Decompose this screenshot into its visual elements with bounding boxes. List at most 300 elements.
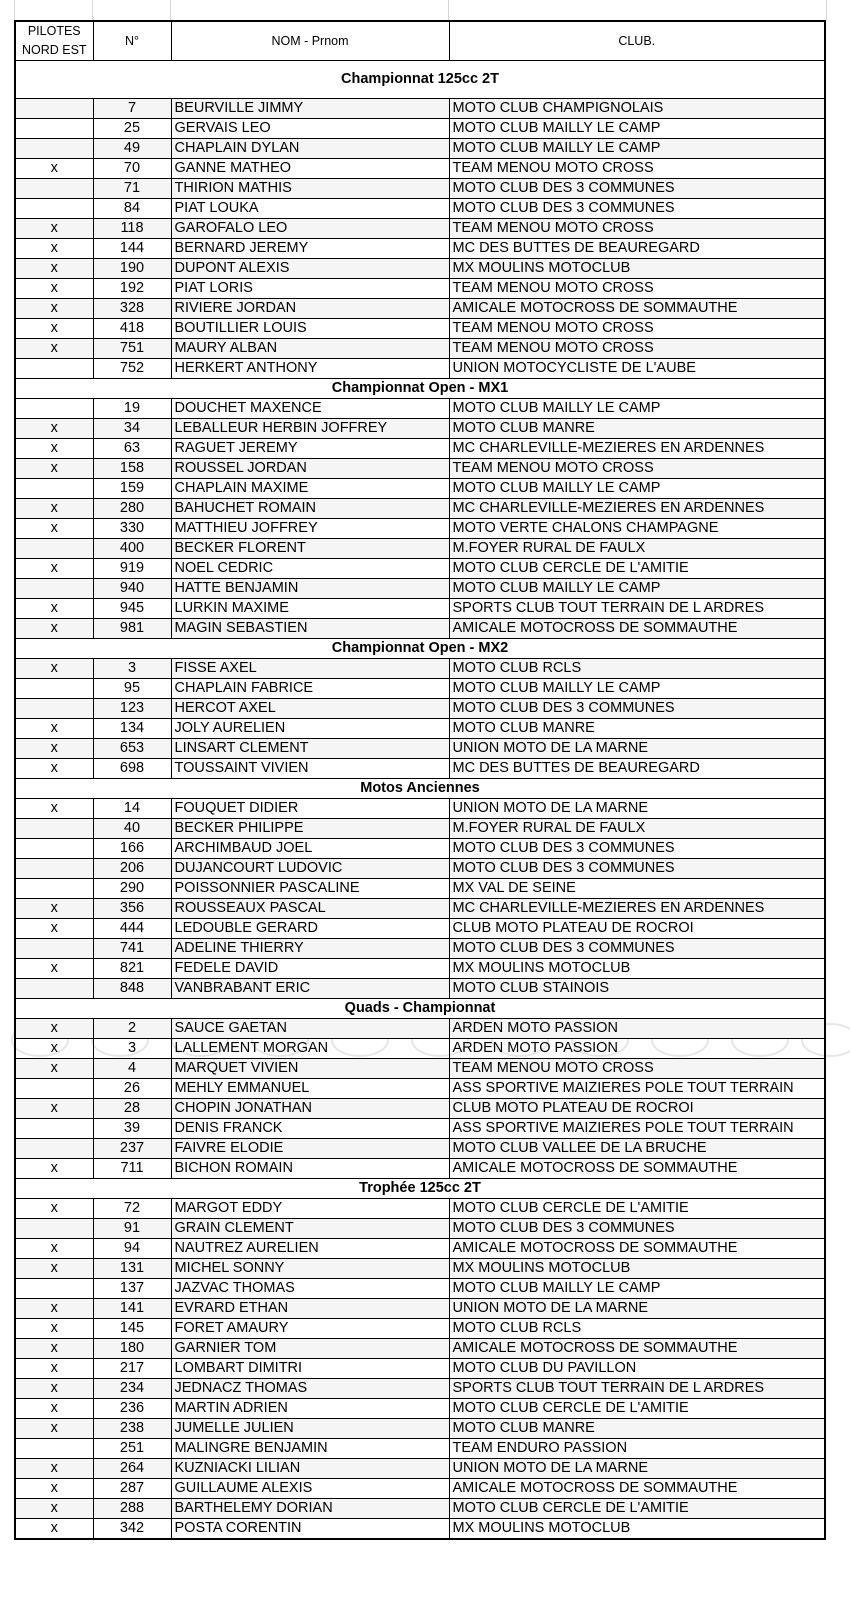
rider-number: 134 (93, 719, 171, 739)
rider-name: NAUTREZ AURELIEN (171, 1239, 449, 1259)
rider-name: BARTHELEMY DORIAN (171, 1499, 449, 1519)
rider-club: MX MOULINS MOTOCLUB (449, 259, 825, 279)
rider-number: 234 (93, 1379, 171, 1399)
table-row (15, 339, 825, 359)
nord-est-marker: x (15, 419, 93, 439)
nord-est-marker: x (15, 1039, 93, 1059)
nord-est-marker: x (15, 499, 93, 519)
table-row (15, 619, 825, 639)
rider-name: BECKER FLORENT (171, 539, 449, 559)
nord-est-marker (15, 119, 93, 139)
nord-est-marker: x (15, 1199, 93, 1219)
table-row (15, 199, 825, 219)
nord-est-marker: x (15, 1019, 93, 1039)
table-row (15, 399, 825, 419)
rider-name: TOUSSAINT VIVIEN (171, 759, 449, 779)
rider-name: MAURY ALBAN (171, 339, 449, 359)
rider-club: TEAM MENOU MOTO CROSS (449, 219, 825, 239)
table-row (15, 1339, 825, 1359)
rider-club: MOTO CLUB MAILLY LE CAMP (449, 479, 825, 499)
nord-est-marker: x (15, 1319, 93, 1339)
table-row (15, 139, 825, 159)
rider-name: FISSE AXEL (171, 659, 449, 679)
rider-name: MAGIN SEBASTIEN (171, 619, 449, 639)
rider-club: MOTO CLUB CERCLE DE L'AMITIE (449, 1499, 825, 1519)
table-row (15, 1059, 825, 1079)
rider-club: MOTO CLUB RCLS (449, 1319, 825, 1339)
rider-number: 144 (93, 239, 171, 259)
table-row (15, 939, 825, 959)
rider-number: 3 (93, 659, 171, 679)
rider-number: 158 (93, 459, 171, 479)
rider-number: 288 (93, 1499, 171, 1519)
rider-club: MOTO CLUB MAILLY LE CAMP (449, 579, 825, 599)
rider-name: EVRARD ETHAN (171, 1299, 449, 1319)
rider-name: LINSART CLEMENT (171, 739, 449, 759)
nord-est-marker (15, 1119, 93, 1139)
spreadsheet-column-grid (0, 0, 850, 20)
rider-number: 400 (93, 539, 171, 559)
rider-club: MOTO CLUB CERCLE DE L'AMITIE (449, 1399, 825, 1419)
nord-est-marker: x (15, 239, 93, 259)
section-header-row (15, 379, 825, 399)
rider-name: LURKIN MAXIME (171, 599, 449, 619)
table-row (15, 1399, 825, 1419)
section-header-row (15, 999, 825, 1019)
rider-club: MX MOULINS MOTOCLUB (449, 1259, 825, 1279)
rider-number: 131 (93, 1259, 171, 1279)
rider-name: MARQUET VIVIEN (171, 1059, 449, 1079)
nord-est-marker (15, 939, 93, 959)
rider-name: NOEL CEDRIC (171, 559, 449, 579)
table-row (15, 1379, 825, 1399)
rider-number: 39 (93, 1119, 171, 1139)
rider-club: ASS SPORTIVE MAIZIERES POLE TOUT TERRAIN (449, 1119, 825, 1139)
table-row (15, 499, 825, 519)
table-row (15, 859, 825, 879)
header-pilotes-line1: PILOTES (27, 24, 81, 38)
rider-number: 821 (93, 959, 171, 979)
rider-club: M.FOYER RURAL DE FAULX (449, 819, 825, 839)
nord-est-marker: x (15, 759, 93, 779)
rider-name: PIAT LORIS (171, 279, 449, 299)
table-row (15, 219, 825, 239)
rider-number: 751 (93, 339, 171, 359)
rider-name: CHAPLAIN DYLAN (171, 139, 449, 159)
nord-est-marker: x (15, 1059, 93, 1079)
rider-name: LEDOUBLE GERARD (171, 919, 449, 939)
rider-club: MOTO CLUB DU PAVILLON (449, 1359, 825, 1379)
section-title: Championnat Open - MX2 (15, 639, 825, 659)
nord-est-marker: x (15, 1399, 93, 1419)
rider-number: 145 (93, 1319, 171, 1339)
table-row (15, 319, 825, 339)
nord-est-marker: x (15, 459, 93, 479)
nord-est-marker: x (15, 1419, 93, 1439)
rider-club: MOTO CLUB STAINOIS (449, 979, 825, 999)
rider-number: 72 (93, 1199, 171, 1219)
nord-est-marker: x (15, 799, 93, 819)
nord-est-marker (15, 1079, 93, 1099)
rider-name: BEURVILLE JIMMY (171, 99, 449, 119)
rider-name: FEDELE DAVID (171, 959, 449, 979)
rider-name: SAUCE GAETAN (171, 1019, 449, 1039)
nord-est-marker: x (15, 1259, 93, 1279)
start-list-table (14, 20, 826, 1540)
table-row (15, 679, 825, 699)
rider-name: GRAIN CLEMENT (171, 1219, 449, 1239)
nord-est-marker: x (15, 739, 93, 759)
nord-est-marker: x (15, 1499, 93, 1519)
nord-est-marker (15, 1279, 93, 1299)
rider-number: 25 (93, 119, 171, 139)
nord-est-marker: x (15, 1379, 93, 1399)
nord-est-marker: x (15, 1519, 93, 1540)
section-header-row (15, 639, 825, 659)
rider-number: 4 (93, 1059, 171, 1079)
rider-name: JEDNACZ THOMAS (171, 1379, 449, 1399)
rider-club: CLUB MOTO PLATEAU DE ROCROI (449, 1099, 825, 1119)
rider-number: 328 (93, 299, 171, 319)
rider-number: 14 (93, 799, 171, 819)
rider-number: 236 (93, 1399, 171, 1419)
rider-number: 94 (93, 1239, 171, 1259)
rider-name: FOUQUET DIDIER (171, 799, 449, 819)
rider-number: 206 (93, 859, 171, 879)
section-header-row (15, 779, 825, 799)
rider-club: AMICALE MOTOCROSS DE SOMMAUTHE (449, 1159, 825, 1179)
header-pilotes-nord-est (15, 21, 93, 61)
table-row (15, 259, 825, 279)
rider-club: MOTO CLUB MAILLY LE CAMP (449, 139, 825, 159)
rider-club: MOTO CLUB DES 3 COMMUNES (449, 179, 825, 199)
rider-name: FAIVRE ELODIE (171, 1139, 449, 1159)
rider-number: 981 (93, 619, 171, 639)
rider-number: 264 (93, 1459, 171, 1479)
rider-name: FORET AMAURY (171, 1319, 449, 1339)
nord-est-marker (15, 859, 93, 879)
table-row (15, 819, 825, 839)
table-row (15, 1199, 825, 1219)
nord-est-marker: x (15, 1239, 93, 1259)
table-row (15, 539, 825, 559)
nord-est-marker: x (15, 959, 93, 979)
table-row (15, 1479, 825, 1499)
rider-number: 28 (93, 1099, 171, 1119)
nord-est-marker (15, 879, 93, 899)
table-row (15, 179, 825, 199)
table-row (15, 1159, 825, 1179)
nord-est-marker: x (15, 1479, 93, 1499)
rider-number: 418 (93, 319, 171, 339)
table-row (15, 1499, 825, 1519)
rider-name: ADELINE THIERRY (171, 939, 449, 959)
rider-name: HERKERT ANTHONY (171, 359, 449, 379)
rider-club: UNION MOTO DE LA MARNE (449, 1459, 825, 1479)
table-row (15, 159, 825, 179)
rider-club: MC CHARLEVILLE-MEZIERES EN ARDENNES (449, 439, 825, 459)
rider-club: MOTO CLUB CHAMPIGNOLAIS (449, 99, 825, 119)
rider-name: POISSONNIER PASCALINE (171, 879, 449, 899)
rider-club: MOTO CLUB VALLEE DE LA BRUCHE (449, 1139, 825, 1159)
rider-club: MOTO VERTE CHALONS CHAMPAGNE (449, 519, 825, 539)
nord-est-marker (15, 579, 93, 599)
rider-club: UNION MOTO DE LA MARNE (449, 739, 825, 759)
nord-est-marker: x (15, 219, 93, 239)
table-row (15, 1279, 825, 1299)
nord-est-marker: x (15, 1159, 93, 1179)
nord-est-marker: x (15, 1359, 93, 1379)
rider-club: MOTO CLUB DES 3 COMMUNES (449, 199, 825, 219)
rider-name: ROUSSEL JORDAN (171, 459, 449, 479)
header-name: NOM - Prnom (171, 21, 449, 61)
rider-number: 19 (93, 399, 171, 419)
nord-est-marker (15, 139, 93, 159)
table-row (15, 599, 825, 619)
header-club (449, 21, 825, 61)
rider-club: MX MOULINS MOTOCLUB (449, 1519, 825, 1540)
table-row (15, 359, 825, 379)
rider-name: CHOPIN JONATHAN (171, 1099, 449, 1119)
nord-est-marker: x (15, 159, 93, 179)
table-row (15, 119, 825, 139)
nord-est-marker (15, 679, 93, 699)
rider-number: 752 (93, 359, 171, 379)
table-row (15, 1119, 825, 1139)
rider-club: MOTO CLUB MAILLY LE CAMP (449, 679, 825, 699)
rider-number: 848 (93, 979, 171, 999)
nord-est-marker: x (15, 1459, 93, 1479)
rider-name: JUMELLE JULIEN (171, 1419, 449, 1439)
rider-club: MOTO CLUB RCLS (449, 659, 825, 679)
nord-est-marker: x (15, 279, 93, 299)
rider-name: GERVAIS LEO (171, 119, 449, 139)
rider-club: SPORTS CLUB TOUT TERRAIN DE L ARDRES (449, 599, 825, 619)
rider-club: MOTO CLUB MANRE (449, 719, 825, 739)
table-row (15, 1239, 825, 1259)
table-row (15, 899, 825, 919)
rider-number: 95 (93, 679, 171, 699)
rider-number: 945 (93, 599, 171, 619)
nord-est-marker: x (15, 659, 93, 679)
rider-name: BERNARD JEREMY (171, 239, 449, 259)
table-row (15, 739, 825, 759)
rider-number: 3 (93, 1039, 171, 1059)
section-title: Trophée 125cc 2T (15, 1179, 825, 1199)
rider-number: 91 (93, 1219, 171, 1239)
rider-number: 342 (93, 1519, 171, 1540)
rider-name: DUPONT ALEXIS (171, 259, 449, 279)
rider-club: M.FOYER RURAL DE FAULX (449, 539, 825, 559)
nord-est-marker (15, 699, 93, 719)
table-row (15, 839, 825, 859)
rider-number: 7 (93, 99, 171, 119)
rider-club: TEAM MENOU MOTO CROSS (449, 319, 825, 339)
rider-number: 71 (93, 179, 171, 199)
rider-club: MC CHARLEVILLE-MEZIERES EN ARDENNES (449, 899, 825, 919)
nord-est-marker: x (15, 899, 93, 919)
rider-club: MX VAL DE SEINE (449, 879, 825, 899)
rider-name: BECKER PHILIPPE (171, 819, 449, 839)
rider-number: 118 (93, 219, 171, 239)
table-row (15, 1419, 825, 1439)
nord-est-marker (15, 979, 93, 999)
nord-est-marker (15, 1439, 93, 1459)
rider-name: LOMBART DIMITRI (171, 1359, 449, 1379)
rider-name: BICHON ROMAIN (171, 1159, 449, 1179)
table-row (15, 99, 825, 119)
nord-est-marker (15, 359, 93, 379)
section-title: Motos Anciennes (15, 779, 825, 799)
header-club-label: CLUB. (618, 33, 656, 48)
rider-name: HERCOT AXEL (171, 699, 449, 719)
table-row (15, 279, 825, 299)
nord-est-marker: x (15, 919, 93, 939)
table-row (15, 1459, 825, 1479)
rider-name: KUZNIACKI LILIAN (171, 1459, 449, 1479)
rider-number: 159 (93, 479, 171, 499)
rider-number: 137 (93, 1279, 171, 1299)
nord-est-marker: x (15, 439, 93, 459)
rider-name: THIRION MATHIS (171, 179, 449, 199)
table-row (15, 479, 825, 499)
rider-number: 251 (93, 1439, 171, 1459)
rider-name: RAGUET JEREMY (171, 439, 449, 459)
rider-club: MC DES BUTTES DE BEAUREGARD (449, 759, 825, 779)
rider-name: JAZVAC THOMAS (171, 1279, 449, 1299)
rider-club: MOTO CLUB DES 3 COMMUNES (449, 839, 825, 859)
rider-number: 141 (93, 1299, 171, 1319)
rider-club: TEAM ENDURO PASSION (449, 1439, 825, 1459)
rider-club: MOTO CLUB DES 3 COMMUNES (449, 939, 825, 959)
rider-number: 84 (93, 199, 171, 219)
section-title: Championnat Open - MX1 (15, 379, 825, 399)
rider-name: JOLY AURELIEN (171, 719, 449, 739)
table-row (15, 299, 825, 319)
nord-est-marker: x (15, 259, 93, 279)
rider-number: 26 (93, 1079, 171, 1099)
rider-number: 190 (93, 259, 171, 279)
section-title: Quads - Championnat (15, 999, 825, 1019)
nord-est-marker (15, 839, 93, 859)
section-header-row (15, 1179, 825, 1199)
rider-name: GARNIER TOM (171, 1339, 449, 1359)
rider-name: MICHEL SONNY (171, 1259, 449, 1279)
section-title: Championnat 125cc 2T (15, 61, 825, 99)
nord-est-marker: x (15, 1339, 93, 1359)
rider-club: MC DES BUTTES DE BEAUREGARD (449, 239, 825, 259)
rider-number: 237 (93, 1139, 171, 1159)
table-row (15, 1219, 825, 1239)
table-row (15, 699, 825, 719)
table-row (15, 1099, 825, 1119)
rider-name: MATTHIEU JOFFREY (171, 519, 449, 539)
table-row (15, 439, 825, 459)
rider-number: 290 (93, 879, 171, 899)
rider-club: MX MOULINS MOTOCLUB (449, 959, 825, 979)
rider-club: UNION MOTOCYCLISTE DE L'AUBE (449, 359, 825, 379)
rider-name: CHAPLAIN FABRICE (171, 679, 449, 699)
rider-club: AMICALE MOTOCROSS DE SOMMAUTHE (449, 299, 825, 319)
table-row (15, 659, 825, 679)
table-row (15, 579, 825, 599)
table-row (15, 559, 825, 579)
nord-est-marker: x (15, 519, 93, 539)
rider-number: 63 (93, 439, 171, 459)
rider-club: MOTO CLUB DES 3 COMMUNES (449, 699, 825, 719)
nord-est-marker: x (15, 719, 93, 739)
rider-number: 711 (93, 1159, 171, 1179)
table-row (15, 239, 825, 259)
nord-est-marker (15, 399, 93, 419)
table-header (15, 21, 825, 61)
nord-est-marker: x (15, 599, 93, 619)
header-pilotes-line2: NORD EST (21, 43, 87, 57)
nord-est-marker: x (15, 1299, 93, 1319)
rider-club: TEAM MENOU MOTO CROSS (449, 159, 825, 179)
table-row (15, 459, 825, 479)
nord-est-marker (15, 539, 93, 559)
rider-name: POSTA CORENTIN (171, 1519, 449, 1540)
rider-number: 49 (93, 139, 171, 159)
rider-name: RIVIERE JORDAN (171, 299, 449, 319)
table-row (15, 759, 825, 779)
rider-club: TEAM MENOU MOTO CROSS (449, 279, 825, 299)
rider-number: 192 (93, 279, 171, 299)
rider-name: MEHLY EMMANUEL (171, 1079, 449, 1099)
rider-name: VANBRABANT ERIC (171, 979, 449, 999)
rider-club: AMICALE MOTOCROSS DE SOMMAUTHE (449, 619, 825, 639)
rider-number: 698 (93, 759, 171, 779)
rider-number: 444 (93, 919, 171, 939)
rider-number: 940 (93, 579, 171, 599)
nord-est-marker: x (15, 299, 93, 319)
table-row (15, 1139, 825, 1159)
nord-est-marker (15, 99, 93, 119)
table-row (15, 1439, 825, 1459)
rider-name: MALINGRE BENJAMIN (171, 1439, 449, 1459)
rider-club: MOTO CLUB CERCLE DE L'AMITIE (449, 1199, 825, 1219)
rider-club: ARDEN MOTO PASSION (449, 1019, 825, 1039)
table-row (15, 979, 825, 999)
rider-club: TEAM MENOU MOTO CROSS (449, 1059, 825, 1079)
rider-name: PIAT LOUKA (171, 199, 449, 219)
header-number: N° (93, 21, 171, 61)
rider-club: MOTO CLUB MAILLY LE CAMP (449, 399, 825, 419)
rider-club: MOTO CLUB MAILLY LE CAMP (449, 119, 825, 139)
rider-club: SPORTS CLUB TOUT TERRAIN DE L ARDRES (449, 1379, 825, 1399)
table-row (15, 1319, 825, 1339)
rider-club: MOTO CLUB DES 3 COMMUNES (449, 1219, 825, 1239)
rider-name: GAROFALO LEO (171, 219, 449, 239)
table-row (15, 1039, 825, 1059)
table-row (15, 919, 825, 939)
nord-est-marker (15, 479, 93, 499)
rider-name: LEBALLEUR HERBIN JOFFREY (171, 419, 449, 439)
rider-club: MC CHARLEVILLE-MEZIERES EN ARDENNES (449, 499, 825, 519)
rider-number: 166 (93, 839, 171, 859)
nord-est-marker: x (15, 339, 93, 359)
rider-number: 70 (93, 159, 171, 179)
rider-name: DUJANCOURT LUDOVIC (171, 859, 449, 879)
nord-est-marker: x (15, 619, 93, 639)
rider-club: AMICALE MOTOCROSS DE SOMMAUTHE (449, 1239, 825, 1259)
rider-number: 356 (93, 899, 171, 919)
table-row (15, 519, 825, 539)
rider-name: DENIS FRANCK (171, 1119, 449, 1139)
rider-name: GUILLAUME ALEXIS (171, 1479, 449, 1499)
table-row (15, 1259, 825, 1279)
